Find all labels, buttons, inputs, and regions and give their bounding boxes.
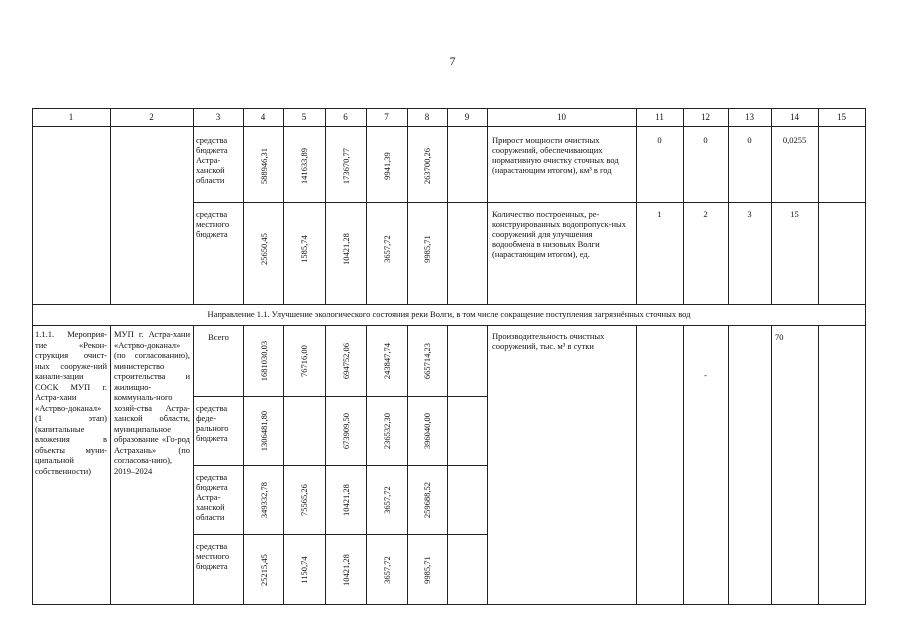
indicator-value: 0 [703,135,708,145]
col-line [771,325,772,604]
value-cell: 9985,71 [422,556,432,584]
col-line [683,325,684,604]
col-line [636,325,637,604]
table-border-bottom [32,604,866,605]
value-cell: 10421,28 [341,233,351,265]
value-cell: 76716,00 [299,345,309,377]
funding-label: средства бюджета Астра-ханской области [196,135,228,185]
indicator-value: - [704,370,707,380]
value-cell: 1150,74 [299,556,309,584]
value-cell: 694752,06 [341,342,351,380]
funding-label: средства феде-рального бюджета [196,403,229,443]
row-line [193,534,487,535]
measure-name: 1.1.1. Мероприя-тие «Рекон-струкция очист-ных сооруже-ний канали-зации СОСК МУП г. Астра-хани «Астрво-доканал» (1 этап) (капитальные вложения в объекты муни-ципальной собственности) [35,329,107,476]
header-col-5: 5 [301,112,307,122]
value-cell: 25215,45 [259,554,269,586]
header-col-7: 7 [384,112,389,122]
header-col-10: 10 [557,112,566,122]
value-cell: 236532,30 [382,412,392,450]
header-col-9: 9 [464,112,470,122]
indicator-value: 2 [703,209,708,219]
header-col-11: 11 [655,112,664,122]
section-top-line [32,304,866,305]
table-border-right [865,108,866,605]
value-cell: 263700,26 [422,147,432,185]
indicator-value: 0,0255 [782,135,807,145]
indicator-text: Производительность очистных сооружений, тыс. м³ в сутки [492,331,605,351]
header-col-14: 14 [790,112,799,122]
col-line [818,108,819,304]
col-line [487,325,488,604]
value-cell: 9941,39 [382,152,392,180]
col-line [283,108,284,304]
col-line [447,108,448,304]
value-cell: 3657,72 [382,556,392,584]
table-border-left [32,108,33,605]
value-cell: 396040,00 [422,412,432,450]
indicator-value: 15 [790,209,799,219]
value-cell: 1681030,03 [259,340,269,382]
header-col-8: 8 [424,112,430,122]
col-line [366,108,367,304]
row-line [193,465,487,466]
value-cell: 673909,50 [341,412,351,450]
value-cell: 3657,72 [382,235,392,263]
row-line [487,202,866,203]
value-cell: 10421,28 [341,484,351,516]
page-number: 7 [449,54,456,68]
col-line [193,108,194,304]
value-cell: 1585,74 [299,235,309,263]
indicator-value: 0 [747,135,752,145]
value-cell: 243847,74 [382,342,392,380]
col-line [407,108,408,304]
col-line [487,108,488,304]
value-cell: 141633,89 [299,147,309,185]
value-cell: 665714,23 [422,342,432,380]
funding-label: средства местного бюджета [196,209,230,239]
col-line [325,108,326,304]
value-cell: 75565,26 [299,484,309,516]
value-cell: 349332,78 [259,481,269,519]
col-line [110,108,111,304]
header-col-13: 13 [745,112,754,122]
funding-label: средства местного бюджета [196,541,230,571]
indicator-value: 0 [657,135,662,145]
program-table [32,108,866,605]
value-cell: 25650,45 [259,233,269,265]
indicator-value: 1 [657,209,662,219]
value-cell: 259688,52 [422,481,432,519]
col-line [818,325,819,604]
value-cell: 10421,28 [341,554,351,586]
header-col-2: 2 [149,112,154,122]
col-line [243,108,244,304]
value-cell: 173670,77 [341,147,351,185]
header-col-4: 4 [260,112,266,122]
header-col-3: 3 [215,112,221,122]
indicator-text: Количество построенных, ре-конструированных водопропуск-ных сооружений для улучшения водообмена в низовьях Волги (нарастающим итогом), ед. [492,209,627,259]
header-col-6: 6 [343,112,348,122]
col-line [728,325,729,604]
funding-label: средства бюджета Астра-ханской области [196,472,228,522]
measure-executor: МУП г. Астра-хани «Астрво-доканал» (по согласованию), министерство строительства и жилищно-коммуналь-ного хозяй-ства Астра-ханской области, муниципальное образование «Го-род Астрахань» (по согласова-нию), 2019–2024 [114,329,190,476]
header-col-1: 1 [68,112,74,122]
indicator-value: 3 [747,209,752,219]
row-line [193,202,487,203]
indicator-value: 70 [775,332,784,342]
header-col-12: 12 [701,112,710,122]
section-bottom-line [32,325,866,326]
header-row-line [32,126,866,127]
indicator-text: Прирост мощности очистных сооружений, обеспечивающих нормативную очистку сточных вод (нарастающим итогом), км³ в год [492,135,619,175]
value-cell: 9985,71 [422,235,432,263]
funding-label: Всего [208,332,229,342]
value-cell: 588946,31 [259,147,269,185]
row-line [193,396,487,397]
value-cell: 1306481,80 [259,410,269,452]
header-col-15: 15 [837,112,846,122]
value-cell: 3657,72 [382,486,392,514]
col-line [110,325,111,604]
section-title: Направление 1.1. Улучшение экологического состояния реки Волги, в том числе сокращение поступления загрязнённых сточных вод [207,309,691,319]
